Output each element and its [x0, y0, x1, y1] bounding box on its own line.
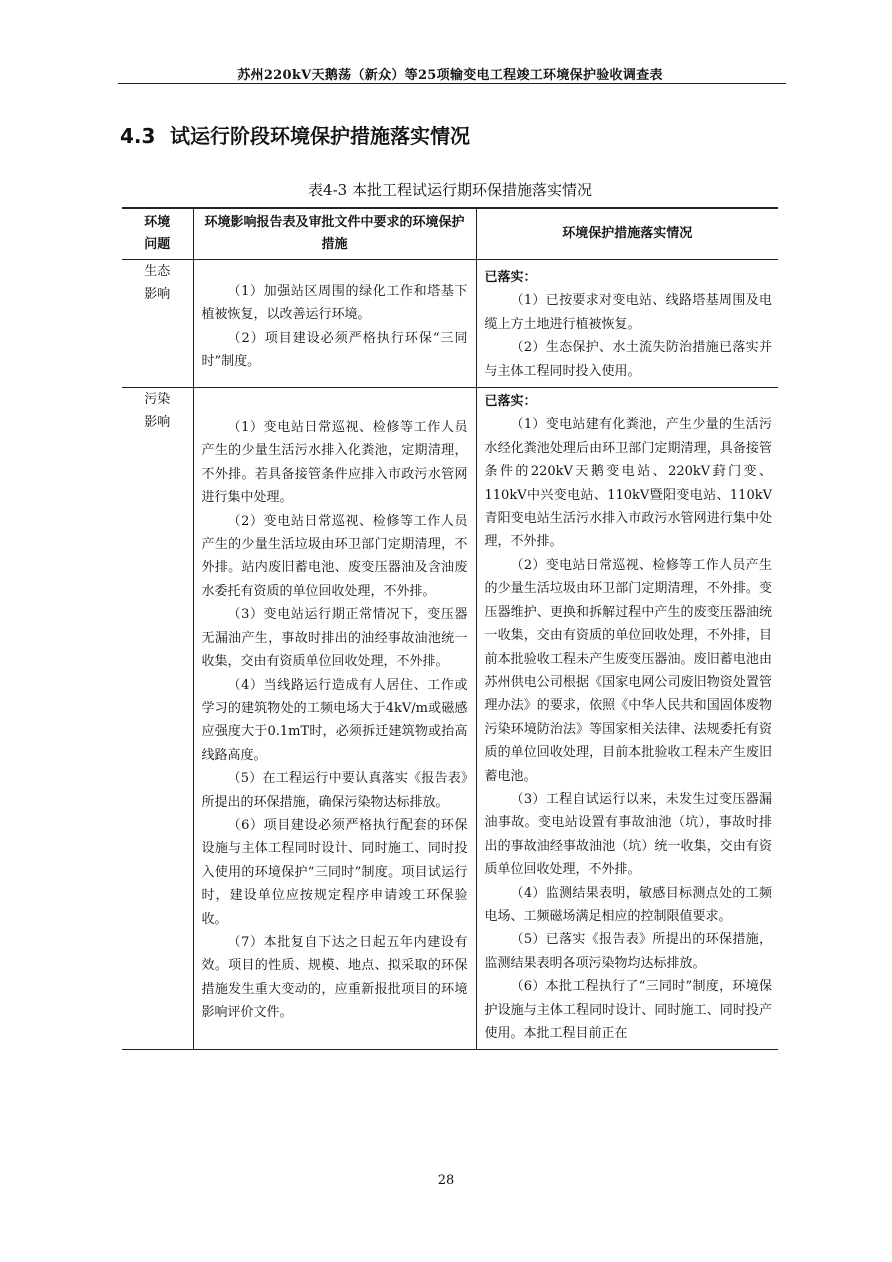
requirement-item: （5）在工程运行中要认真落实《报告表》所提出的环保措施，确保污染物达标排放。 [201, 771, 468, 810]
requirement-item: （6）项目建设必须严格执行配套的环保设施与主体工程同时设计、同时施工、同时投入使用的环境保护“三同时”制度。项目试运行时，建设单位应按规定程序申请竣工环保验收。 [201, 817, 468, 927]
status-label: 已落实： [484, 270, 537, 285]
table-row [122, 260, 778, 388]
page-number: 28 [437, 1173, 455, 1188]
implementation-item: （2）生态保护、水土流失防治措施已落实并与主体工程同时投入使用。 [484, 340, 772, 379]
header-environment-issue: 环境问题 [144, 215, 171, 252]
table-caption: 表4-3 本批工程试运行期环保措施落实情况 [308, 181, 592, 199]
section-heading [120, 120, 470, 149]
requirement-item: （3）变电站运行期正常情况下，变压器无漏油产生，事故时排出的油经事故油池统一收集，交由有资质单位回收处理，不外排。 [201, 607, 468, 670]
implementation-item: （1）已按要求对变电站、线路塔基周围及电缆上方土地进行植被恢复。 [484, 293, 772, 332]
requirement-item: （7）本批复自下达之日起五年内建设有效。项目的性质、规模、地点、拟采取的环保措施发生重大变动的，应重新报批项目的环境影响评价文件。 [201, 934, 468, 1021]
section-title: 试运行阶段环境保护措施落实情况 [170, 124, 470, 148]
implementation-cell [476, 388, 778, 1050]
requirement-item: （1）变电站日常巡视、检修等工作人员产生的少量生活污水排入化粪池，定期清理，不外排。若具备接管条件应排入市政污水管网进行集中处理。 [201, 420, 468, 506]
header-required-measures: 环境影响报告表及审批文件中要求的环境保护措施 [193, 208, 476, 260]
implementation-item: （6）本批工程执行了“三同时”制度，环境保护设施与主体工程同时设计、同时施工、同时投产使用。本批工程目前正在 [484, 979, 772, 1041]
implementation-item: （5）已落实《报告表》所提出的环保措施，监测结果表明各项污染物均达标排放。 [484, 932, 772, 971]
implementation-item: （2）变电站日常巡视、检修等工作人员产生的少量生活垃圾由环卫部门定期清理，不外排。变压器维护、更换和拆解过程中产生的废变压器油统一收集，交由有资质的单位回收处理，不外排，目前本批验收工程未产生废变压器油。废旧蓄电池由苏州供电公司根据《国家电网公司废旧物资处置管理办法》的要求，依照《中华人民共和国固体废物污染环境防治法》等国家相关法律、法规委托有资质的单位回收处理，目前本批验收工程未产生废旧蓄电池。 [484, 557, 772, 784]
table-row [122, 388, 778, 1050]
requirement-item: （2）项目建设必须严格执行环保“三同时”制度。 [201, 330, 468, 370]
requirement-item: （4）当线路运行造成有人居住、工作或学习的建筑物处的工频电场大于4kV/m或磁感应强度大于0.1mT时，必须拆迁建筑物或抬高线路高度。 [201, 677, 468, 763]
status-label: 已落实： [484, 394, 537, 410]
issue-cell: 生态影响 [144, 264, 171, 303]
implementation-item: （4）监测结果表明，敏感目标测点处的工频电场、工频磁场满足相应的控制限值要求。 [484, 885, 772, 924]
header-implementation-status: 环境保护措施落实情况 [562, 226, 693, 241]
implementation-item: （3）工程自试运行以来，未发生过变压器漏油事故。变电站设置有事故油池（坑），事故时排出的事故油经事故油池（坑）统一收集，交由有资质单位回收处理，不外排。 [484, 791, 772, 878]
implementation-item: （1）变电站建有化粪池，产生少量的生活污水经化粪池处理后由环卫部门定期清理，具备接管条件的220kV天鹅变电站、220kV葑门变、110kV中兴变电站、110kV暨阳变电站、110kV青阳变电站生活污水排入市政污水管网进行集中处理，不外排。 [484, 417, 772, 550]
measures-table [122, 207, 778, 1050]
requirements-cell [193, 260, 476, 388]
issue-cell: 污染影响 [144, 392, 171, 431]
header-rule [118, 83, 786, 84]
requirement-item: （2）变电站日常巡视、检修等工作人员产生的少量生活垃圾由环卫部门定期清理，不外排。站内废旧蓄电池、废变压器油及含油废水委托有资质的单位回收处理，不外排。 [201, 513, 468, 599]
implementation-cell [476, 260, 778, 388]
requirements-cell [193, 388, 476, 1050]
section-number: 4.3 [120, 124, 156, 148]
document-header: 苏州220kV天鹅荡（新众）等25项输变电工程竣工环境保护验收调查表 [237, 68, 663, 83]
table-header-row [122, 208, 778, 260]
requirement-item: （1）加强站区周围的绿化工作和塔基下植被恢复，以改善运行环境。 [201, 284, 468, 323]
